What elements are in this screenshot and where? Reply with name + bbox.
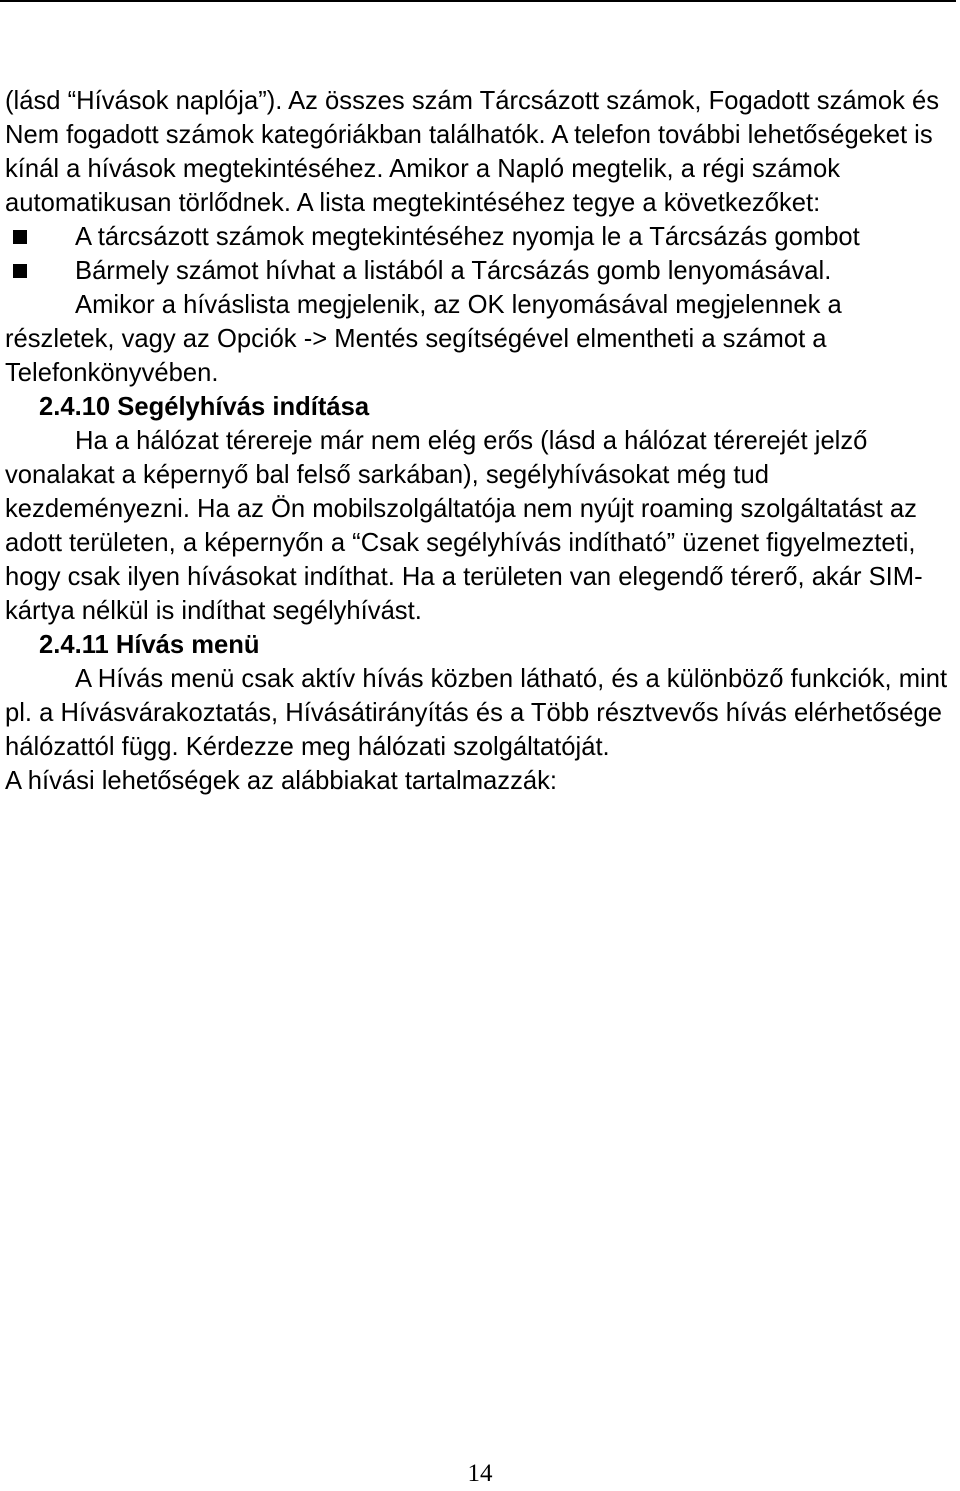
list-item [5,220,953,254]
intro-paragraph: (lásd “Hívások naplója”). Az összes szám Tárcsázott számok, Fogadott számok és Nem fogadott számok kategóriákban találhatók. A telefon további lehetőségeket is kínál a hívások megtekintéséhez. Amikor a Napló megtelik, a régi számok automatikusan törlődnek. A lista megtekintéséhez tegye a következőket: [5,87,940,217]
page-number: 14 [467,1460,493,1487]
section-heading: 2.4.11 Hívás menü [39,631,260,659]
black-square-bullet-icon [13,230,27,244]
section-paragraph: A Hívás menü csak aktív hívás közben látható, és a különböző funkciók, mint pl. a Hívásvárakoztatás, Hívásátirányítás és a Több résztvevős hívás elérhetősége hálózattól függ. Kérdezze meg hálózati szolgáltatóját. [5,665,948,761]
black-square-bullet-icon [13,264,27,278]
section-paragraph: A hívási lehetőségek az alábbiakat tartalmazzák: [5,767,558,795]
list-item-text: Bármely számot hívhat a listából a Tárcsázás gomb lenyomásával. [75,257,832,285]
section-paragraph: Ha a hálózat térereje már nem elég erős (lásd a hálózat térerejét jelző vonalakat a képernyő bal felső sarkában), segélyhívásokat még tud kezdeményezni. Ha az Ön mobilszolgáltatója nem nyújt roaming szolgáltatást az adott területen, a képernyőn a “Csak segélyhívás indítható” üzenet figyelmezteti, hogy csak ilyen hívásokat indíthat. Ha a területen van elegendő térerő, akár SIM-kártya nélkül is indíthat segélyhívást. [5,427,923,625]
section-heading: 2.4.10 Segélyhívás indítása [39,393,370,421]
list-item [5,254,953,288]
list-item-text: A tárcsázott számok megtekintéséhez nyomja le a Tárcsázás gombot [75,223,860,251]
top-border-line [0,0,956,2]
after-list-paragraph: Amikor a híváslista megjelenik, az OK lenyomásával megjelennek a részletek, vagy az Opciók -> Mentés segítségével elmentheti a számot a Telefonkönyvében. [5,291,842,387]
document-body [5,84,953,798]
